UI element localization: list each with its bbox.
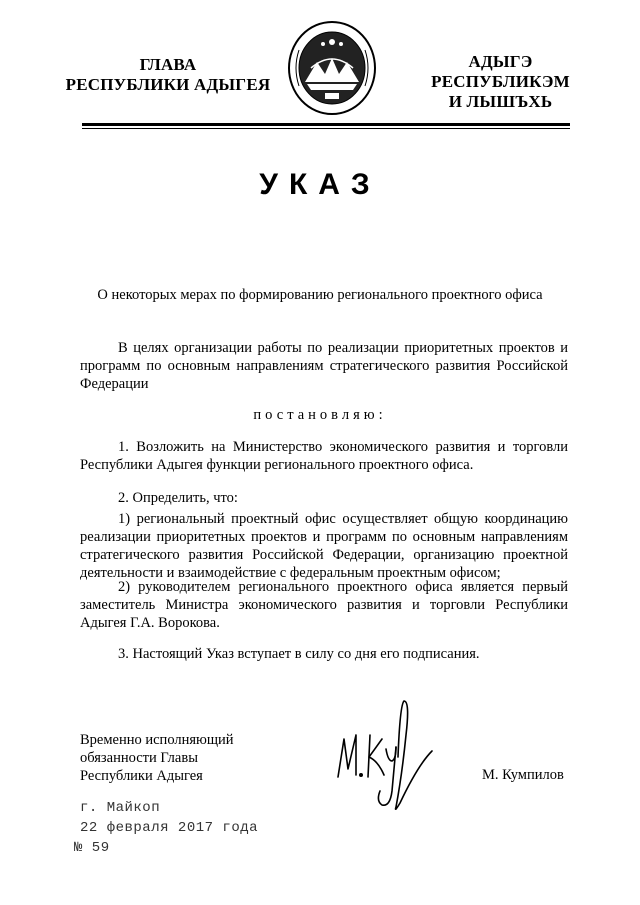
document-number: № 59	[74, 840, 110, 856]
text-line: программ по основным направлениям стратегического развития Российской	[80, 358, 568, 374]
document-type-title: УКАЗ	[259, 168, 381, 201]
place-of-signing: г. Майкоп	[80, 800, 161, 816]
header-left-line2: РЕСПУБЛИКИ АДЫГЕЯ	[65, 75, 271, 94]
header-divider-thick	[82, 123, 570, 126]
handwritten-signature	[330, 695, 440, 813]
document-subject: О некоторых мерах по формированию регионального проектного офиса	[97, 287, 543, 303]
preamble-paragraph	[80, 339, 568, 393]
item-2-heading: 2. Определить, что:	[118, 490, 238, 506]
text-line: деятельности и взаимодействие с федеральным проектным офисом;	[80, 565, 501, 581]
text-line: заместитель Министра экономического развития и торговли Республики	[80, 597, 568, 613]
role-line: Республики Адыгея	[80, 768, 203, 784]
text-line: Федерации	[80, 376, 149, 392]
republic-of-adygea-coat-of-arms-icon	[287, 20, 377, 116]
role-line: обязанности Главы	[80, 750, 198, 766]
text-line: стратегического развития Российской Федерации, организацию проектной	[80, 547, 568, 563]
role-line: Временно исполняющий	[80, 732, 234, 748]
header-left-title	[58, 55, 278, 95]
item-1-paragraph	[80, 438, 568, 474]
item-2-2-paragraph	[80, 578, 568, 632]
text-line: реализации приоритетных проектов и программ по основным направлениям	[80, 529, 568, 545]
item-2-1-paragraph	[80, 510, 568, 582]
text-line: Адыгея Г.А. Ворокова.	[80, 615, 220, 631]
text-line: 2) руководителем регионального проектного офиса является первый	[118, 579, 568, 595]
text-line: Республики Адыгея функции регионального проектного офиса.	[80, 457, 474, 473]
decree-word: постановляю:	[253, 407, 387, 423]
item-3-paragraph: 3. Настоящий Указ вступает в силу со дня его подписания.	[118, 646, 480, 662]
text-line: В целях организации работы по реализации приоритетных проектов и	[118, 340, 568, 356]
header-divider-thin	[82, 128, 570, 129]
date-of-signing: 22 февраля 2017 года	[80, 820, 259, 836]
header-left-line1: ГЛАВА	[139, 55, 197, 74]
header-right-title	[398, 52, 603, 112]
text-line: 1. Возложить на Министерство экономического развития и торговли	[118, 439, 568, 455]
text-line: 1) региональный проектный офис осуществляет общую координацию	[118, 511, 568, 527]
header-right-line1: АДЫГЭ РЕСПУБЛИКЭМ	[431, 52, 570, 91]
signatory-role	[80, 731, 234, 785]
signatory-name: М. Кумпилов	[482, 767, 564, 783]
header-right-line2: И ЛЫШЪХЬ	[448, 92, 553, 111]
